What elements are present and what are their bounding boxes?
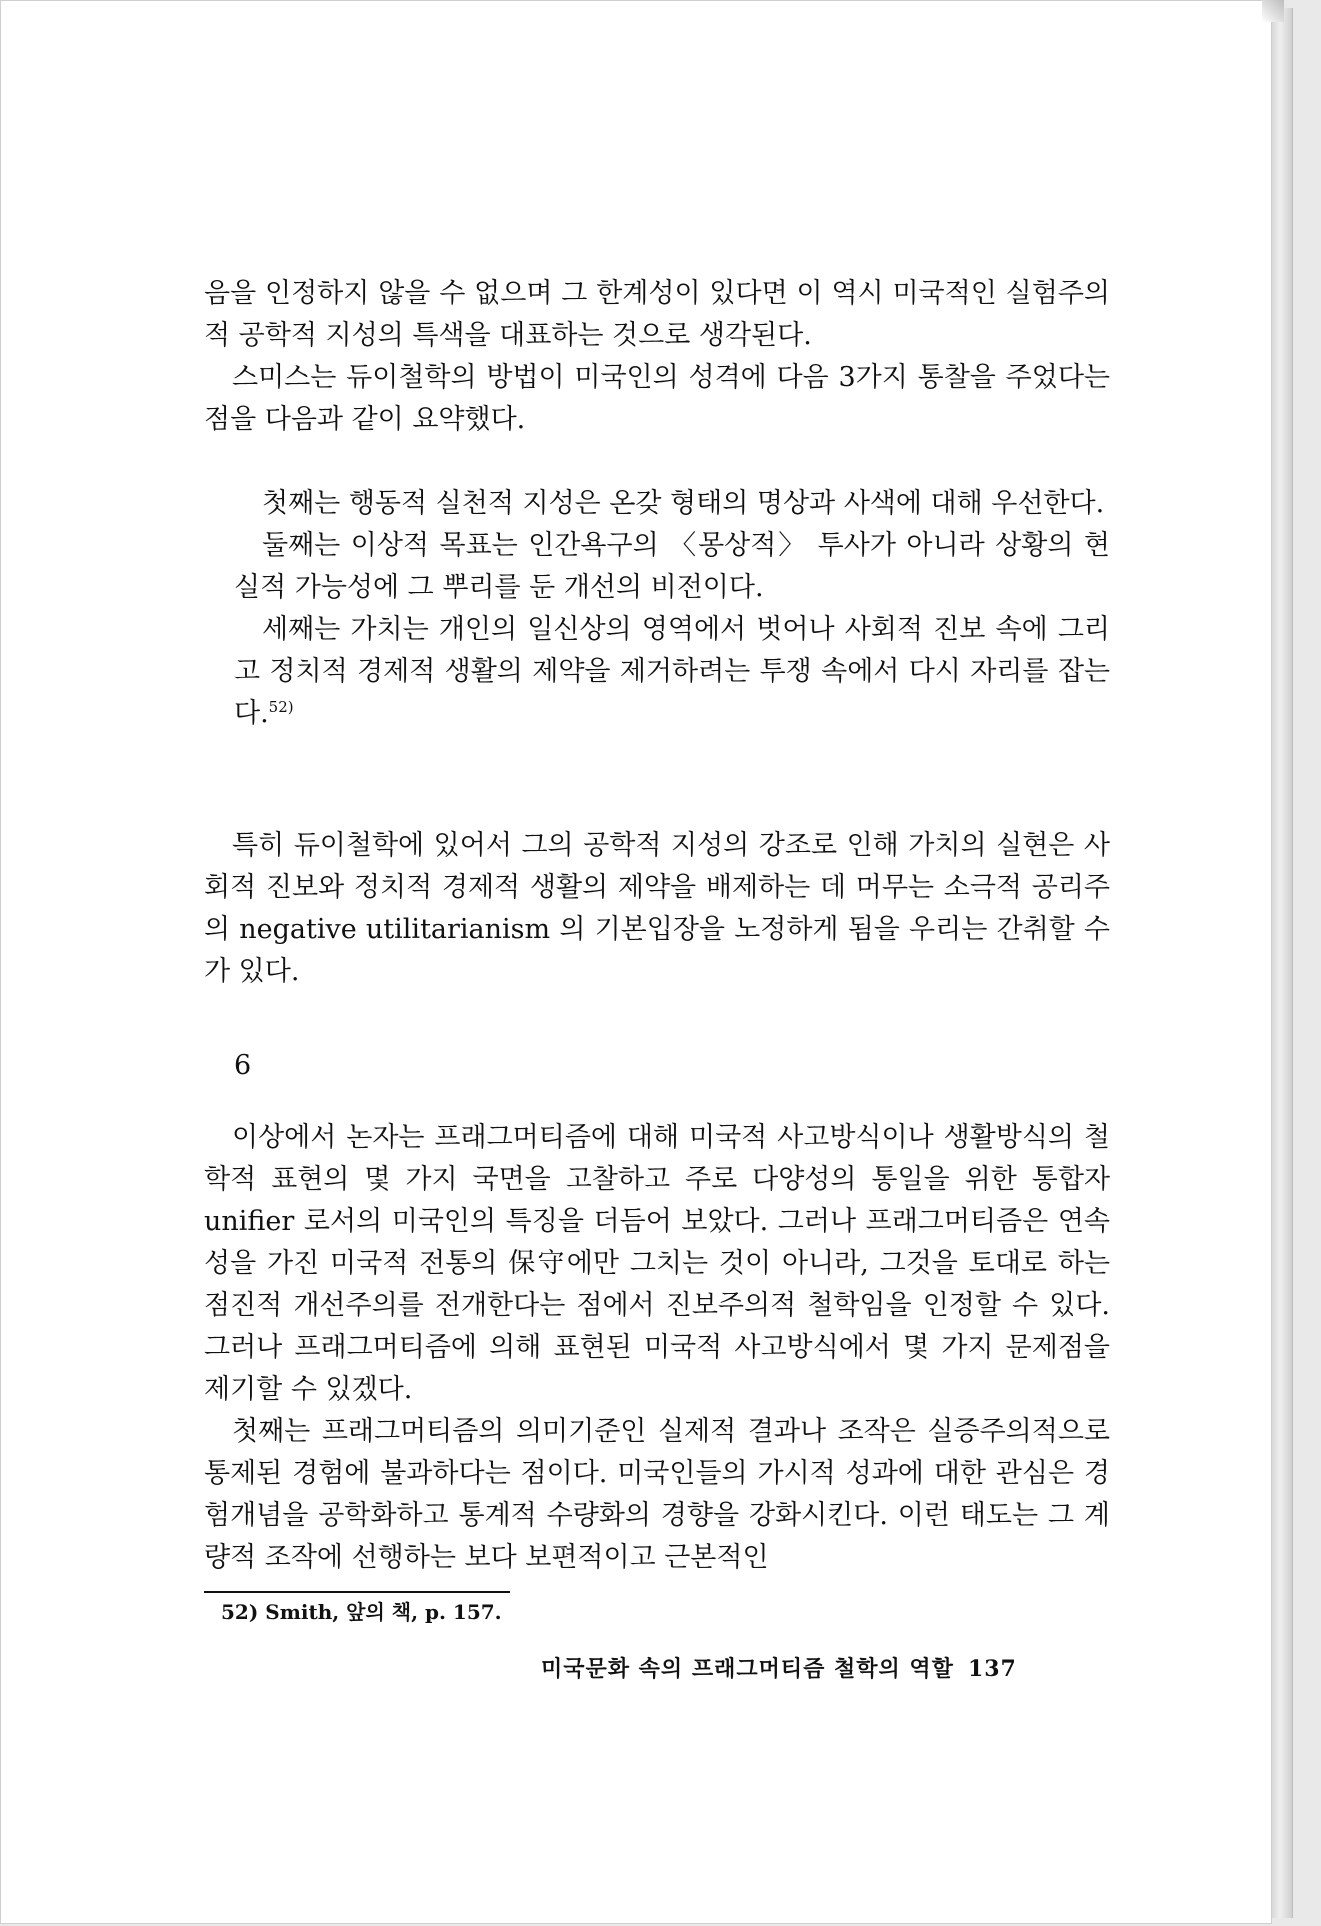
footnote: 52) Smith, 앞의 책, p. 157. — [221, 1600, 502, 1624]
block-quote — [234, 483, 1110, 735]
section-paragraph-1: 이상에서 논자는 프래그머티즘에 대해 미국적 사고방식이나 생활방식의 철학적 표현의 몇 가지 국면을 고찰하고 주로 다양성의 통일을 위한 통합자 unifier 로서의 미국인의 특징을 더듬어 보았다. 그러나 프래그머티즘은 연속성을 가진 미국적 전통의 保守에만 그치는 것이 아니라, 그것을 토대로 하는 점진적 개선주의를 전개한다는 점에서 진보주의적 철학임을 인정할 수 있다. 그러나 프래그머티즘에 의해 표현된 미국적 사고방식에서 몇 가지 문제점을 제기할 수 있겠다. — [204, 1122, 1110, 1405]
intro-paragraph-2: 스미스는 듀이철학의 방법이 미국인의 성격에 다음 3가지 통찰을 주었다는 점을 다음과 같이 요약했다. — [204, 362, 1110, 435]
quote-paragraph-3-text: 세째는 가치는 개인의 일신상의 영역에서 벗어나 사회적 진보 속에 그리고 정치적 경제적 생활의 제약을 제거하려는 투쟁 속에서 다시 자리를 잡는다. — [234, 614, 1110, 729]
section-text — [204, 1117, 1110, 1579]
quote-paragraph-2: 둘째는 이상적 목표는 인간욕구의 〈몽상적〉 투사가 아니라 상황의 현실적 가능성에 그 뿌리를 둔 개선의 비전이다. — [234, 530, 1110, 603]
page-fold-corner — [1262, 0, 1284, 22]
running-footer — [541, 1653, 1017, 1685]
intro-text — [204, 273, 1110, 441]
quote-paragraph-3 — [234, 609, 1110, 735]
page-stack-edge — [1272, 8, 1293, 1918]
post-quote-paragraph: 특히 듀이철학에 있어서 그의 공학적 지성의 강조로 인해 가치의 실현은 사회적 진보와 정치적 경제적 생활의 제약을 배제하는 데 머무는 소극적 공리주의 negative utilitarianism 의 기본입장을 노정하게 됨을 우리는 간취할 수가 있다. — [204, 830, 1110, 987]
page-number: 137 — [967, 1656, 1017, 1682]
footnote-divider — [204, 1591, 510, 1593]
section-paragraph-2: 첫째는 프래그머티즘의 의미기준인 실제적 결과나 조작은 실증주의적으로 통제된 경험에 불과하다는 점이다. 미국인들의 가시적 성과에 대한 관심은 경험개념을 공학화하고 통계적 수량화의 경향을 강화시킨다. 이런 태도는 그 계량적 조작에 선행하는 보다 보편적이고 근본적인 — [204, 1416, 1110, 1573]
section-number: 6 — [234, 1050, 252, 1081]
quote-paragraph-1: 첫째는 행동적 실천적 지성은 온갖 형태의 명상과 사색에 대해 우선한다. — [262, 488, 1105, 519]
intro-paragraph-1: 음을 인정하지 않을 수 없으며 그 한계성이 있다면 이 역시 미국적인 실험주의적 공학적 지성의 특색을 대표하는 것으로 생각된다. — [204, 278, 1110, 351]
running-title: 미국문화 속의 프래그머티즘 철학의 역할 — [541, 1656, 954, 1682]
footnote-reference: 52) — [268, 698, 294, 716]
post-quote-text — [204, 825, 1110, 993]
